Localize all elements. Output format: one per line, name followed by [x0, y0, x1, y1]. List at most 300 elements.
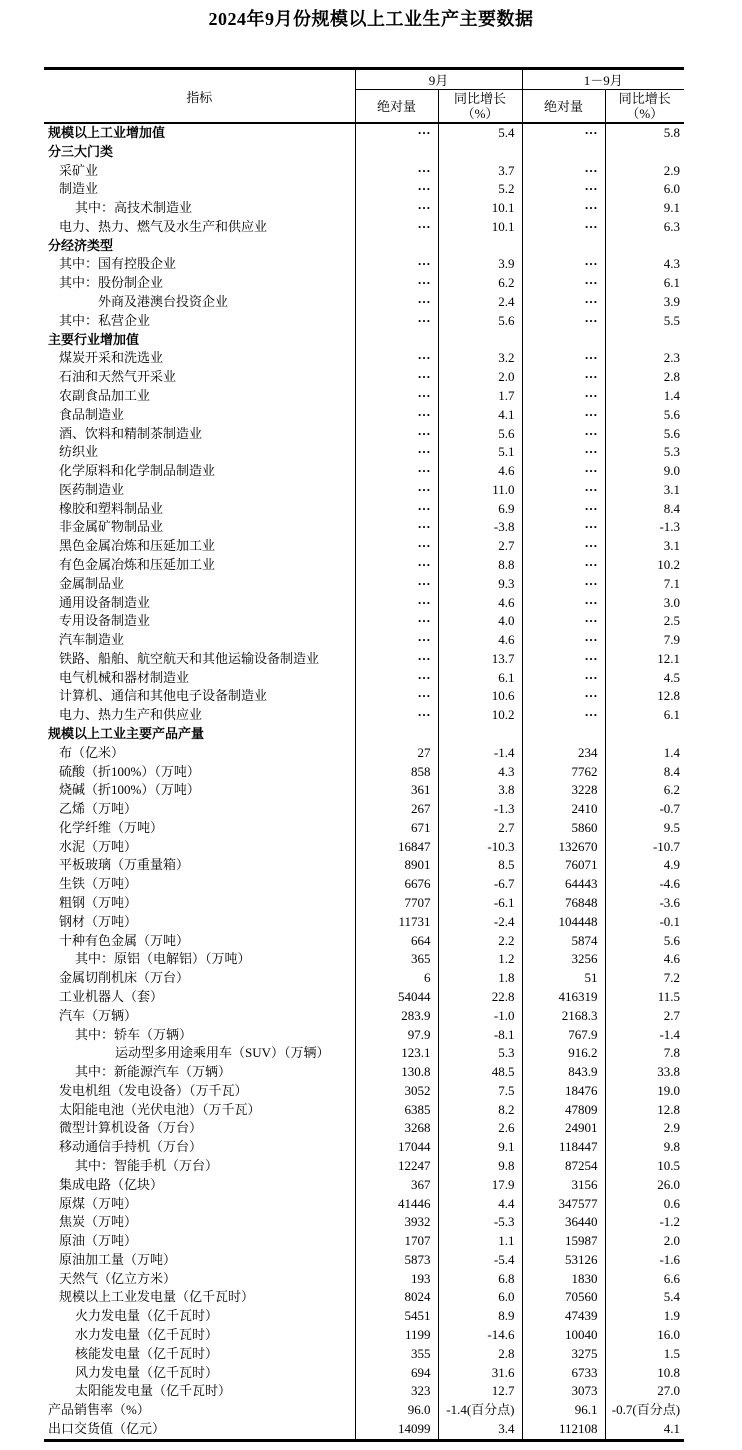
table-row: [44, 1364, 684, 1383]
table-row: [44, 763, 684, 782]
sep-yoy-cell: [438, 237, 522, 256]
cum-absolute-cell: [522, 537, 605, 556]
cum-yoy-cell: 4.5: [605, 669, 684, 688]
table-row: [44, 706, 684, 725]
cum-yoy-cell: 5.5: [605, 312, 684, 331]
row-label: 规模以上工业发电量（亿千瓦时）: [59, 1289, 255, 1305]
table-row: [44, 1176, 684, 1195]
sep-absolute-cell: 6: [355, 969, 438, 988]
row-label: 分经济类型: [48, 237, 114, 253]
row-label: 工业机器人（套）: [59, 988, 164, 1004]
sep-absolute-cell: 361: [355, 781, 438, 800]
ellipsis-mark: …: [584, 462, 598, 476]
row-label: 金属切削机床（万台）: [59, 970, 190, 986]
row-label: 十种有色金属（万吨）: [59, 932, 190, 948]
row-label: 太阳能电池（光伏电池）（万千瓦）: [59, 1101, 261, 1117]
sep-absolute-cell: [355, 349, 438, 368]
sep-absolute-cell: [355, 631, 438, 650]
ellipsis-mark: …: [584, 593, 598, 607]
ellipsis-mark: …: [417, 180, 431, 194]
cum-absolute-cell: 112108: [522, 1420, 605, 1440]
cum-absolute-cell: 36440: [522, 1213, 605, 1232]
sep-yoy-cell: 3.8: [438, 781, 522, 800]
sep-absolute-cell: [355, 481, 438, 500]
table-row: [44, 1420, 684, 1440]
cum-yoy-cell: 6.6: [605, 1270, 684, 1289]
sep-yoy-cell: 8.8: [438, 556, 522, 575]
table-row: [44, 199, 684, 218]
table-row: [44, 349, 684, 368]
row-label: 煤炭开采和洗选业: [59, 350, 164, 366]
sep-yoy-cell: [438, 143, 522, 162]
sep-yoy-cell: 5.2: [438, 180, 522, 199]
sep-yoy-cell: -5.3: [438, 1213, 522, 1232]
row-label: 运动型多用途乘用车（SUV）（万辆）: [115, 1045, 330, 1061]
table-row: [44, 988, 684, 1007]
cum-yoy-cell: -1.3: [605, 518, 684, 537]
sep-absolute-cell: [355, 612, 438, 631]
cum-yoy-cell: 19.0: [605, 1082, 684, 1101]
cum-absolute-cell: [522, 500, 605, 519]
sep-yoy-cell: 1.8: [438, 969, 522, 988]
sep-absolute-cell: 97.9: [355, 1026, 438, 1045]
table-row: [44, 725, 684, 744]
cum-yoy-cell: 1.5: [605, 1345, 684, 1364]
cum-absolute-cell: 7762: [522, 763, 605, 782]
cum-yoy-cell: 4.6: [605, 950, 684, 969]
sep-absolute-cell: [355, 143, 438, 162]
cum-absolute-cell: 51: [522, 969, 605, 988]
cum-yoy-cell: -0.1: [605, 913, 684, 932]
cum-absolute-cell: [522, 162, 605, 181]
sep-yoy-cell: 2.2: [438, 932, 522, 951]
table-row: [44, 913, 684, 932]
ellipsis-mark: …: [584, 555, 598, 569]
sep-yoy-cell: 10.1: [438, 199, 522, 218]
sep-yoy-cell: -6.1: [438, 894, 522, 913]
sep-yoy-cell: 8.2: [438, 1101, 522, 1120]
row-label: 钢材（万吨）: [59, 913, 138, 929]
sep-absolute-cell: 11731: [355, 913, 438, 932]
cum-absolute-cell: [522, 575, 605, 594]
sep-yoy-cell: 3.4: [438, 1420, 522, 1440]
cum-absolute-cell: 347577: [522, 1195, 605, 1214]
ellipsis-mark: …: [584, 537, 598, 551]
sep-yoy-cell: 6.9: [438, 500, 522, 519]
table-row: [44, 1288, 684, 1307]
cum-yoy-cell: [605, 237, 684, 256]
row-label: 非金属矿物制品业: [59, 519, 164, 535]
table-row: [44, 1195, 684, 1214]
row-label: 焦炭（万吨）: [59, 1214, 138, 1230]
ellipsis-mark: …: [584, 612, 598, 626]
ellipsis-mark: …: [584, 480, 598, 494]
row-label: 水泥（万吨）: [59, 838, 138, 854]
row-label: 发电机组（发电设备）（万千瓦）: [59, 1082, 248, 1098]
sep-absolute-cell: 123.1: [355, 1044, 438, 1063]
cum-absolute-cell: 18476: [522, 1082, 605, 1101]
sep-absolute-cell: 14099: [355, 1420, 438, 1440]
sep-absolute-cell: [355, 406, 438, 425]
sep-yoy-cell: -6.7: [438, 875, 522, 894]
cum-yoy-cell: 5.4: [605, 1288, 684, 1307]
cum-yoy-cell: 10.5: [605, 1157, 684, 1176]
cum-absolute-cell: [522, 650, 605, 669]
cum-absolute-cell: [522, 462, 605, 481]
cum-absolute-cell: [522, 331, 605, 350]
sep-absolute-cell: [355, 500, 438, 519]
cum-absolute-cell: 3156: [522, 1176, 605, 1195]
table-row: [44, 518, 684, 537]
cum-yoy-cell: 7.8: [605, 1044, 684, 1063]
row-label: 生铁（万吨）: [59, 876, 138, 892]
ellipsis-mark: …: [584, 274, 598, 288]
sep-absolute-cell: 8024: [355, 1288, 438, 1307]
sep-yoy-cell: 4.4: [438, 1195, 522, 1214]
table-row: [44, 631, 684, 650]
cum-absolute-cell: [522, 687, 605, 706]
table-row: [44, 1232, 684, 1251]
cum-absolute-cell: 6733: [522, 1364, 605, 1383]
sep-absolute-cell: 17044: [355, 1138, 438, 1157]
sep-absolute-cell: 5873: [355, 1251, 438, 1270]
cum-yoy-cell: 10.2: [605, 556, 684, 575]
sep-absolute-cell: [355, 293, 438, 312]
ellipsis-mark: …: [417, 274, 431, 288]
table-row: [44, 612, 684, 631]
sep-yoy-cell: 6.8: [438, 1270, 522, 1289]
row-label: 有色金属冶炼和压延加工业: [59, 556, 216, 572]
cum-yoy-cell: 16.0: [605, 1326, 684, 1345]
row-label: 橡胶和塑料制品业: [59, 500, 164, 516]
sep-absolute-cell: [355, 669, 438, 688]
column-header-cum-absolute: 绝对量: [522, 90, 605, 124]
sep-absolute-cell: [355, 368, 438, 387]
table-row: [44, 462, 684, 481]
cum-yoy-cell: 7.1: [605, 575, 684, 594]
sep-absolute-cell: 1707: [355, 1232, 438, 1251]
sep-yoy-cell: 4.0: [438, 612, 522, 631]
table-row: [44, 875, 684, 894]
cum-absolute-cell: 767.9: [522, 1026, 605, 1045]
row-label: 烧碱（折100%）（万吨）: [59, 782, 200, 798]
cum-yoy-cell: 8.4: [605, 500, 684, 519]
row-label: 规模以上工业主要产品产量: [48, 726, 205, 741]
ellipsis-mark: …: [584, 217, 598, 231]
cum-yoy-cell: 2.7: [605, 1007, 684, 1026]
cum-absolute-cell: [522, 669, 605, 688]
table-row: [44, 894, 684, 913]
ellipsis-mark: …: [584, 668, 598, 682]
cum-yoy-cell: 2.5: [605, 612, 684, 631]
table-row: [44, 950, 684, 969]
sep-yoy-cell: 22.8: [438, 988, 522, 1007]
row-label: 金属制品业: [59, 575, 125, 591]
row-label: 通用设备制造业: [59, 594, 151, 610]
sep-absolute-cell: [355, 443, 438, 462]
cum-absolute-cell: [522, 255, 605, 274]
ellipsis-mark: …: [584, 293, 598, 307]
table-row: [44, 406, 684, 425]
cum-yoy-cell: -4.6: [605, 875, 684, 894]
sep-yoy-cell: -10.3: [438, 838, 522, 857]
sep-yoy-cell: 8.9: [438, 1307, 522, 1326]
cum-absolute-cell: 843.9: [522, 1063, 605, 1082]
row-label: 其中：轿车（万辆）: [75, 1026, 193, 1042]
table-row: [44, 368, 684, 387]
sep-yoy-cell: 3.2: [438, 349, 522, 368]
cum-absolute-cell: 64443: [522, 875, 605, 894]
cum-absolute-cell: 70560: [522, 1288, 605, 1307]
table-row: [44, 1251, 684, 1270]
cum-yoy-cell: 6.3: [605, 218, 684, 237]
ellipsis-mark: …: [417, 480, 431, 494]
sep-yoy-cell: 17.9: [438, 1176, 522, 1195]
row-label: 外商及港澳台投资企业: [98, 294, 229, 310]
sep-absolute-cell: 367: [355, 1176, 438, 1195]
cum-absolute-cell: 1830: [522, 1270, 605, 1289]
table-row: [44, 819, 684, 838]
sep-absolute-cell: 323: [355, 1382, 438, 1401]
sep-yoy-cell: 2.6: [438, 1119, 522, 1138]
cum-absolute-cell: [522, 218, 605, 237]
sep-yoy-cell: 11.0: [438, 481, 522, 500]
ellipsis-mark: …: [417, 217, 431, 231]
cum-yoy-cell: 27.0: [605, 1382, 684, 1401]
sep-yoy-cell: 6.1: [438, 669, 522, 688]
row-label: 粗钢（万吨）: [59, 895, 138, 911]
table-row: [44, 331, 684, 350]
sep-yoy-cell: [438, 725, 522, 744]
column-header-sep-absolute: 绝对量: [355, 90, 438, 124]
sep-absolute-cell: 365: [355, 950, 438, 969]
table-row: [44, 1138, 684, 1157]
row-label: 产品销售率（%）: [48, 1402, 150, 1418]
sep-absolute-cell: 3268: [355, 1119, 438, 1138]
table-row: [44, 669, 684, 688]
cum-yoy-cell: -3.6: [605, 894, 684, 913]
ellipsis-mark: …: [584, 405, 598, 419]
cum-absolute-cell: 3256: [522, 950, 605, 969]
sep-yoy-cell: 5.4: [438, 123, 522, 143]
row-label: 布（亿米）: [59, 744, 125, 760]
cum-absolute-cell: [522, 406, 605, 425]
sep-yoy-cell: 2.8: [438, 1345, 522, 1364]
statistics-table: [44, 67, 684, 1442]
sep-absolute-cell: [355, 706, 438, 725]
cum-yoy-cell: 9.1: [605, 199, 684, 218]
sep-absolute-cell: [355, 218, 438, 237]
cum-yoy-cell: 6.0: [605, 180, 684, 199]
ellipsis-mark: …: [584, 649, 598, 663]
sep-absolute-cell: [355, 518, 438, 537]
cum-absolute-cell: [522, 237, 605, 256]
ellipsis-mark: …: [417, 574, 431, 588]
row-label: 电力、热力、燃气及水生产和供应业: [59, 218, 268, 234]
sep-yoy-cell: 4.1: [438, 406, 522, 425]
sep-absolute-cell: 8901: [355, 856, 438, 875]
sep-yoy-cell: 3.7: [438, 162, 522, 181]
ellipsis-mark: …: [417, 555, 431, 569]
table-row: [44, 1044, 684, 1063]
row-label: 汽车（万辆）: [59, 1007, 138, 1023]
table-row: [44, 594, 684, 613]
sep-absolute-cell: 3932: [355, 1213, 438, 1232]
ellipsis-mark: …: [584, 706, 598, 720]
cum-yoy-cell: 3.1: [605, 537, 684, 556]
cum-absolute-cell: 118447: [522, 1138, 605, 1157]
sep-absolute-cell: 16847: [355, 838, 438, 857]
cum-absolute-cell: [522, 594, 605, 613]
sep-absolute-cell: 96.0: [355, 1401, 438, 1420]
ellipsis-mark: …: [417, 349, 431, 363]
row-label: 微型计算机设备（万台）: [59, 1120, 203, 1136]
sep-absolute-cell: 355: [355, 1345, 438, 1364]
cum-absolute-cell: [522, 293, 605, 312]
table-row: [44, 1026, 684, 1045]
sep-yoy-cell: 2.4: [438, 293, 522, 312]
row-label: 食品制造业: [59, 406, 125, 422]
sep-yoy-cell: 10.2: [438, 706, 522, 725]
cum-yoy-cell: 26.0: [605, 1176, 684, 1195]
cum-absolute-cell: 96.1: [522, 1401, 605, 1420]
yoy-growth-label: 同比增长: [454, 91, 507, 106]
sep-absolute-cell: [355, 462, 438, 481]
row-label: 农副食品加工业: [59, 387, 151, 403]
row-label: 化学原料和化学制品制造业: [59, 463, 216, 479]
sep-absolute-cell: [355, 180, 438, 199]
sep-yoy-cell: 6.0: [438, 1288, 522, 1307]
row-label: 风力发电量（亿千瓦时）: [75, 1364, 219, 1380]
cum-absolute-cell: 47439: [522, 1307, 605, 1326]
sep-absolute-cell: 12247: [355, 1157, 438, 1176]
sep-absolute-cell: [355, 594, 438, 613]
ellipsis-mark: …: [417, 612, 431, 626]
ellipsis-mark: …: [417, 537, 431, 551]
row-label: 规模以上工业增加值: [48, 125, 166, 140]
ellipsis-mark: …: [584, 574, 598, 588]
table-row: [44, 1007, 684, 1026]
ellipsis-mark: …: [417, 593, 431, 607]
cum-yoy-cell: 1.9: [605, 1307, 684, 1326]
row-label: 其中：股份制企业: [59, 275, 164, 291]
ellipsis-mark: …: [584, 311, 598, 325]
header-row-periods: [44, 69, 684, 90]
cum-yoy-cell: 4.9: [605, 856, 684, 875]
row-label: 纺织业: [59, 444, 99, 460]
table-row: [44, 443, 684, 462]
table-row: [44, 180, 684, 199]
sep-absolute-cell: 671: [355, 819, 438, 838]
cum-absolute-cell: 53126: [522, 1251, 605, 1270]
column-header-jan-to-sep: 1－9月: [522, 69, 684, 90]
row-label: 其中：原铝（电解铝）（万吨）: [75, 951, 251, 967]
cum-absolute-cell: [522, 368, 605, 387]
cum-absolute-cell: [522, 123, 605, 143]
cum-yoy-cell: 4.1: [605, 1420, 684, 1440]
row-label: 平板玻璃（万重量箱）: [59, 857, 190, 873]
cum-absolute-cell: 234: [522, 744, 605, 763]
ellipsis-mark: …: [417, 631, 431, 645]
cum-yoy-cell: 5.6: [605, 932, 684, 951]
cum-absolute-cell: [522, 612, 605, 631]
sep-yoy-cell: 5.1: [438, 443, 522, 462]
sep-yoy-cell: -1.4: [438, 744, 522, 763]
sep-yoy-cell: 12.7: [438, 1382, 522, 1401]
row-label: 火力发电量（亿千瓦时）: [75, 1308, 219, 1324]
sep-yoy-cell: 10.1: [438, 218, 522, 237]
ellipsis-mark: …: [584, 123, 598, 137]
cum-absolute-cell: [522, 481, 605, 500]
row-label: 核能发电量（亿千瓦时）: [75, 1345, 219, 1361]
ellipsis-mark: …: [584, 443, 598, 457]
sep-yoy-cell: 1.1: [438, 1232, 522, 1251]
cum-absolute-cell: 916.2: [522, 1044, 605, 1063]
sep-absolute-cell: [355, 687, 438, 706]
row-label: 电力、热力生产和供应业: [59, 707, 203, 723]
sep-absolute-cell: 7707: [355, 894, 438, 913]
cum-absolute-cell: [522, 312, 605, 331]
cum-yoy-cell: 7.2: [605, 969, 684, 988]
table-row: [44, 255, 684, 274]
sep-absolute-cell: [355, 537, 438, 556]
cum-yoy-cell: -10.7: [605, 838, 684, 857]
ellipsis-mark: …: [417, 386, 431, 400]
cum-yoy-cell: 3.0: [605, 594, 684, 613]
cum-yoy-cell: 0.6: [605, 1195, 684, 1214]
cum-yoy-cell: 1.4: [605, 744, 684, 763]
table-row: [44, 1101, 684, 1120]
table-row: [44, 218, 684, 237]
sep-absolute-cell: 27: [355, 744, 438, 763]
ellipsis-mark: …: [417, 405, 431, 419]
sep-yoy-cell: 4.6: [438, 631, 522, 650]
ellipsis-mark: …: [417, 518, 431, 532]
ellipsis-mark: …: [417, 293, 431, 307]
cum-absolute-cell: 104448: [522, 913, 605, 932]
table-row: [44, 1401, 684, 1420]
sep-absolute-cell: [355, 274, 438, 293]
ellipsis-mark: …: [584, 349, 598, 363]
row-label: 其中：高技术制造业: [75, 200, 193, 216]
sep-yoy-cell: 10.6: [438, 687, 522, 706]
sep-absolute-cell: 54044: [355, 988, 438, 1007]
ellipsis-mark: …: [417, 161, 431, 175]
row-label: 汽车制造业: [59, 632, 125, 648]
table-row: [44, 1063, 684, 1082]
cum-absolute-cell: 10040: [522, 1326, 605, 1345]
row-label: 移动通信手持机（万台）: [59, 1139, 203, 1155]
sep-yoy-cell: 1.7: [438, 387, 522, 406]
row-label: 出口交货值（亿元）: [48, 1420, 166, 1436]
cum-yoy-cell: 12.1: [605, 650, 684, 669]
cum-yoy-cell: 9.0: [605, 462, 684, 481]
ellipsis-mark: …: [417, 255, 431, 269]
table-row: [44, 387, 684, 406]
ellipsis-mark: …: [417, 706, 431, 720]
row-label: 黑色金属冶炼和压延加工业: [59, 538, 216, 554]
sep-yoy-cell: 13.7: [438, 650, 522, 669]
ellipsis-mark: …: [584, 687, 598, 701]
row-label: 采矿业: [59, 162, 99, 178]
cum-yoy-cell: [605, 143, 684, 162]
ellipsis-mark: …: [417, 649, 431, 663]
row-label: 制造业: [59, 181, 99, 197]
ellipsis-mark: …: [417, 668, 431, 682]
row-label: 原油加工量（万吨）: [59, 1251, 177, 1267]
cum-absolute-cell: 132670: [522, 838, 605, 857]
table-row: [44, 1157, 684, 1176]
